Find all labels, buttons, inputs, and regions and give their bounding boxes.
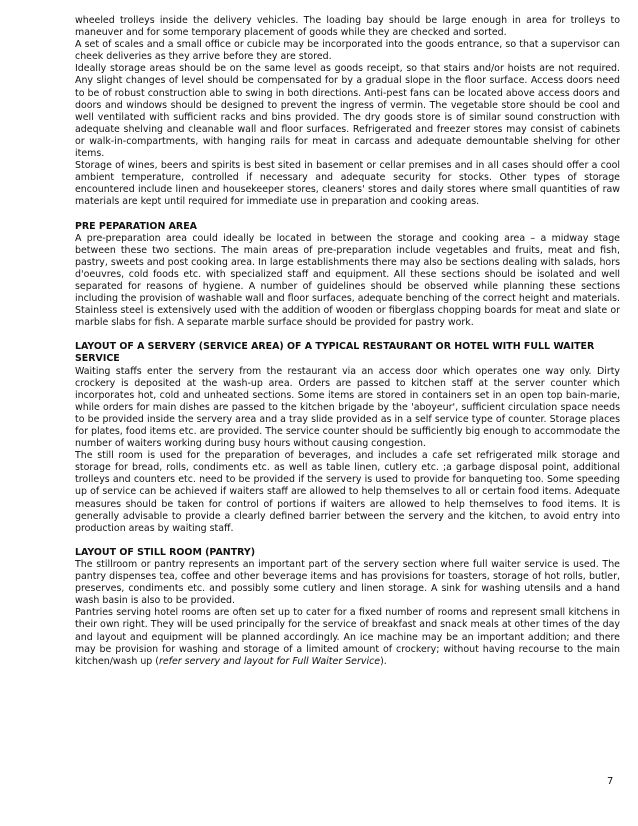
pantries-text: Pantries serving hotel rooms are often set up to cater for a fixed number of rooms and represent small kitchens in their own right. They will be used principally for the service of breakfast and snack meals at other times of the day and layout and equipment will be planned accordingly. An ice machine may be an important addition; and there may be provision for washing and storage of a limited amount of crockery; without having recourse to the main kitchen/wash up ( xyxy=(75,607,620,667)
paragraph-hotel-pantries xyxy=(75,607,620,667)
cross-reference: refer servery and layout for Full Waiter Service xyxy=(158,655,381,667)
paragraph-storage-areas: Ideally storage areas should be on the same level as goods receipt, so that stairs and/or hoists are not required. Any slight changes of level should be compensated for by a gradual slope in the floor surface. Access doors need to be of robust construction able to swing in both directions. Anti-pest fans can be located above access doors and doors and windows should be designed to prevent the ingress of vermin. The vegetable store should be cool and well ventilated with sufficient racks and bins provided. The dry goods store is of similar sound construction with adequate shelving and cleanable wall and floor surfaces. Refrigerated and freezer stores may consist of cabinets or walk-in-compartments, with hanging rails for meat in carcass and adequate demountable shelving for other items. xyxy=(75,63,620,160)
section-gap xyxy=(75,209,620,221)
paragraph-pantry: The stillroom or pantry represents an important part of the servery section where full waiter service is used. The pantry dispenses tea, coffee and other beverage items and has provisions for toasters, storage of hot rolls, butler, preserves, condiments etc. and possibly some cutlery and linen storage. A sink for washing utensils and a hand wash basin is also to be provided. xyxy=(75,558,620,607)
section-gap xyxy=(75,329,620,341)
heading-servery-layout: LAYOUT OF A SERVERY (SERVICE AREA) OF A TYPICAL RESTAURANT OR HOTEL WITH FULL WAITER SERVICE xyxy=(75,341,595,365)
paragraph-wine-storage: Storage of wines, beers and spirits is best sited in basement or cellar premises and in all cases should offer a cool ambient temperature, controlled if necessary and adequate security for stocks. Other types of storage encountered include linen and housekeeper stores, cleaners' stores and daily stores where small quantities of raw materials are kept until required for immediate use in preparation and cooking areas. xyxy=(75,160,620,208)
document-page xyxy=(75,15,620,668)
paragraph-still-room-use: The still room is used for the preparation of beverages, and includes a cafe set refrigerated milk storage and storage for bread, rolls, condiments etc. as well as table linen, cutlery etc. ;a garbage disposal point, additional trolleys and counters etc. need to be provided if the servery is used to provide for banqueting too. Some speeding up of service can be achieved if waiters staff are allowed to help themselves to all or certain food items. Adequate measures should be taken for control of portions if waiters are allowed to help themselves to food items. It is generally advisable to provide a clearly defined barrier between the servery and the kitchen, to avoid entry into production areas by waiting staff. xyxy=(75,450,620,534)
heading-still-room: LAYOUT OF STILL ROOM (PANTRY) xyxy=(75,546,256,558)
section-gap xyxy=(75,535,620,547)
page-number: 7 xyxy=(607,776,614,787)
paragraph-servery-access: Waiting staffs enter the servery from the restaurant via an access door which operates one way only. Dirty crockery is deposited at the wash-up area. Orders are passed to kitchen staff at the server counter which incorporates hot, cold and unheated sections. Some items are stored in containers set in an open top bain-marie, while orders for main dishes are passed to the kitchen brigade by the 'aboyeur', sufficient circulation space needs to be provided inside the servery area and a tray slide provided as in a self service type of counter. Storage places for plates, food items etc. are provided. The service counter should be sufficiently big enough to accommodate the number of waiters working during busy hours without causing congestion. xyxy=(75,365,621,450)
paragraph-pre-preparation: A pre-preparation area could ideally be located in between the storage and cooking area – a midway stage between these two sections. The main areas of pre-preparation include vegetables and fruits, meat and fish, pastry, sweets and post cooking area. In large establishments there may also be sections dealing with salads, hors d'oeuvres, cold foods etc. with specialized staff and equipment. All these sections should be isolated and well separated for reasons of hygiene. A number of guidelines should be observed while planning these sections including the provision of washable wall and floor surfaces, adequate benching of the correct height and materials. Stainless steel is extensively used with the addition of wooden or fiberglass chopping boards for meat and slate or marble slabs for fish. A separate marble surface should be provided for pastry work. xyxy=(75,232,620,329)
paragraph-loading-bay: wheeled trolleys inside the delivery vehicles. The loading bay should be large enough in area for trolleys to maneuver and for some temporary placement of goods while they are checked and sorted. xyxy=(75,15,620,39)
heading-pre-preparation: PRE PEPARATION AREA xyxy=(75,220,197,232)
pantries-text-end: ). xyxy=(380,655,387,667)
paragraph-scales-office: A set of scales and a small office or cubicle may be incorporated into the goods entrance, so that a supervisor can cheek deliveries as they arrive before they are stored. xyxy=(75,39,620,63)
